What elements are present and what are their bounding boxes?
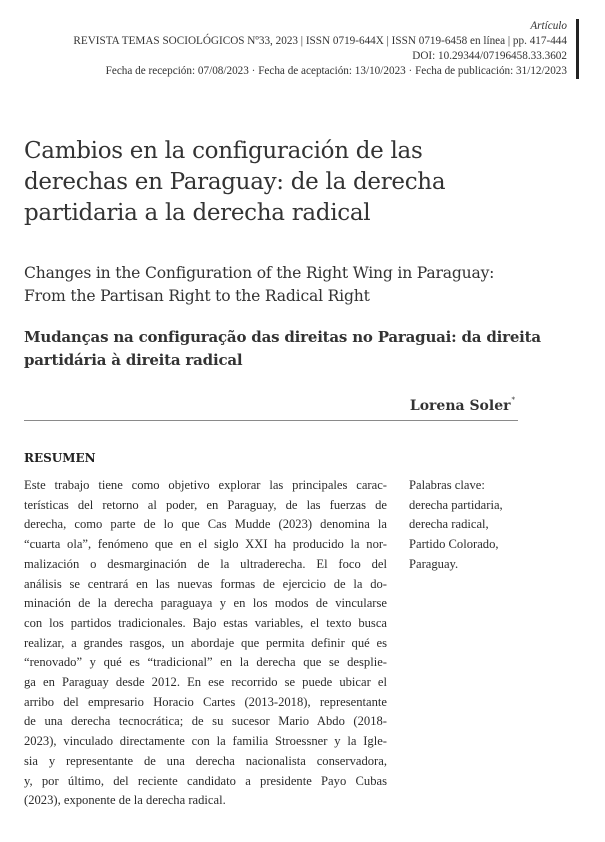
abstract-line: (2023), exponente de la derecha radical. (24, 793, 226, 808)
journal-citation: REVISTA TEMAS SOCIOLÓGICOS Nº33, 2023 | ISSN 0719-644X | ISSN 0719-6458 en línea | pp. 417-444 (73, 35, 567, 47)
abstract-line: realizar, a grandes rasgos, un abordaje que permita definir qué es (24, 635, 387, 650)
title-english (24, 262, 554, 308)
title-line: derechas en Paraguay: de la derecha (24, 169, 446, 195)
abstract-line: de una derecha tecnocrática; de su sucesor Mario Abdo (2018- (24, 714, 387, 729)
author-divider (24, 420, 518, 421)
abstract-line: análisis se centrará en las nuevas formas de ejercicio de la do- (24, 576, 387, 591)
abstract-body (24, 476, 387, 811)
keyword: derecha radical, (409, 517, 489, 532)
abstract-line: “renovado” y qué es “tradicional” en la derecha que se desplie- (24, 655, 387, 670)
abstract-line: Este trabajo tiene como objetivo explorar las principales carac- (24, 478, 387, 492)
header-accent-bar (576, 19, 579, 79)
abstract-line: minación de la derecha paraguaya y en los modos de vincularse (24, 596, 387, 611)
abstract-line: terísticas del retorno al poder, en Paraguay, de las fuerzas de (24, 497, 387, 512)
publication-dates: Fecha de recepción: 07/08/2023 · Fecha de aceptación: 13/10/2023 · Fecha de publicación: 31/12/2023 (105, 65, 567, 77)
title-line: partidaria a la derecha radical (24, 200, 371, 226)
abstract-line: “cuarta ola”, fenómeno que en el siglo XXI ha producido la nor- (24, 537, 387, 552)
abstract-line: sia y representante de una derecha nacionalista conservadora, (24, 753, 387, 768)
abstract-line: 2023), vinculado directamente con la familia Stroessner y la Igle- (24, 734, 387, 749)
doi[interactable]: DOI: 10.29344/07196458.33.3602 (412, 50, 567, 62)
abstract-line: malización o desmarginación de la ultraderecha. El foco del (24, 556, 387, 571)
abstract-line: ga en Paraguay desde 2012. En ese recorrido se puede ubicar el (24, 675, 387, 690)
keyword: Paraguay. (409, 556, 459, 571)
title-line: Cambios en la configuración de las (24, 138, 423, 164)
article-type: Artículo (530, 20, 567, 32)
keyword: Partido Colorado, (409, 537, 499, 552)
keywords (409, 476, 549, 575)
author-footnote-mark[interactable]: * (511, 396, 515, 404)
author-name: Lorena Soler (409, 398, 511, 414)
title-line: Mudanças na configuração das direitas no Paraguai: da direita (24, 328, 541, 346)
abstract-line: derecha, como parte de lo que Cas Mudde (2023) denomina la (24, 517, 387, 532)
keyword: derecha partidaria, (409, 497, 503, 512)
title-spanish (24, 136, 544, 229)
title-line: partidária à direita radical (24, 351, 243, 369)
title-line: From the Partisan Right to the Radical Right (24, 287, 370, 305)
author (410, 396, 515, 414)
abstract-line: arribo del empresario Horacio Cartes (2013-2018), representante (24, 694, 387, 709)
abstract-line: con los partidos tradicionales. Bajo estas variables, el texto busca (24, 615, 387, 630)
title-portuguese (24, 326, 554, 372)
abstract-line: y, por último, del reciente candidato a presidente Payo Cubas (24, 773, 387, 788)
abstract-heading: RESUMEN (24, 451, 96, 465)
journal-header (73, 19, 567, 79)
keywords-label: Palabras clave: (409, 478, 485, 492)
title-line: Changes in the Configuration of the Right Wing in Paraguay: (24, 264, 495, 282)
